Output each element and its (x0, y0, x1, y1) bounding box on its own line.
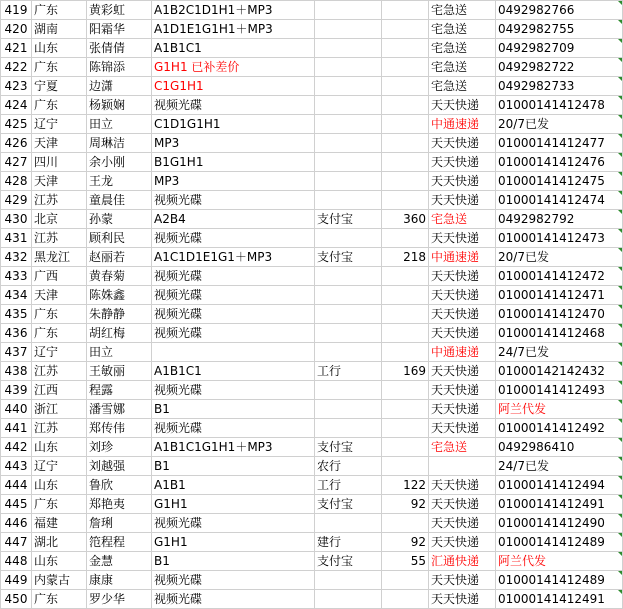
cell-shipping-carrier[interactable] (429, 457, 496, 476)
cell-shipping-carrier[interactable]: 宅急送 (429, 20, 496, 39)
cell-name[interactable]: 潘雪娜 (87, 400, 152, 419)
cell-amount[interactable] (382, 229, 429, 248)
cell-amount[interactable] (382, 419, 429, 438)
cell-name[interactable]: 边潇 (87, 77, 152, 96)
cell-shipping-carrier[interactable]: 天天快递 (429, 229, 496, 248)
cell-amount[interactable] (382, 96, 429, 115)
cell-amount[interactable] (382, 457, 429, 476)
cell-tracking-note[interactable]: 24/7已发 (496, 343, 623, 362)
cell-name[interactable]: 周琳洁 (87, 134, 152, 153)
cell-tracking-note[interactable]: 0492982766 (496, 1, 623, 20)
cell-name[interactable]: 王龙 (87, 172, 152, 191)
cell-payment-method[interactable] (315, 172, 382, 191)
cell-name[interactable]: 罗少华 (87, 590, 152, 609)
cell-name[interactable]: 陈姝鑫 (87, 286, 152, 305)
row-header-cell[interactable]: 449 (1, 571, 32, 590)
row-header-cell[interactable]: 427 (1, 153, 32, 172)
cell-tracking-note[interactable]: 01000141412478 (496, 96, 623, 115)
cell-name[interactable]: 赵丽若 (87, 248, 152, 267)
cell-tracking-note[interactable]: 24/7已发 (496, 457, 623, 476)
cell-shipping-carrier[interactable]: 天天快递 (429, 172, 496, 191)
cell-province[interactable]: 江苏 (32, 362, 87, 381)
table-row[interactable] (1, 533, 623, 552)
cell-payment-method[interactable]: 工行 (315, 362, 382, 381)
row-header-cell[interactable]: 435 (1, 305, 32, 324)
cell-shipping-carrier[interactable]: 天天快递 (429, 153, 496, 172)
cell-order-code[interactable]: A2B4 (152, 210, 315, 229)
cell-name[interactable]: 田立 (87, 115, 152, 134)
cell-tracking-note[interactable]: 01000141412473 (496, 229, 623, 248)
row-header-cell[interactable]: 432 (1, 248, 32, 267)
cell-order-code[interactable]: 视频光碟 (152, 571, 315, 590)
cell-province[interactable]: 江苏 (32, 191, 87, 210)
row-header-cell[interactable]: 431 (1, 229, 32, 248)
table-row[interactable] (1, 571, 623, 590)
cell-province[interactable]: 内蒙古 (32, 571, 87, 590)
cell-shipping-carrier[interactable]: 宅急送 (429, 438, 496, 457)
cell-name[interactable]: 孙蒙 (87, 210, 152, 229)
cell-order-code[interactable]: 视频光碟 (152, 191, 315, 210)
cell-tracking-note[interactable]: 0492982709 (496, 39, 623, 58)
cell-order-code[interactable]: B1 (152, 457, 315, 476)
cell-amount[interactable] (382, 590, 429, 609)
cell-shipping-carrier[interactable]: 天天快递 (429, 476, 496, 495)
cell-name[interactable]: 余小刚 (87, 153, 152, 172)
cell-name[interactable]: 田立 (87, 343, 152, 362)
row-header-cell[interactable]: 445 (1, 495, 32, 514)
cell-province[interactable]: 天津 (32, 286, 87, 305)
cell-payment-method[interactable] (315, 267, 382, 286)
table-row[interactable] (1, 96, 623, 115)
cell-shipping-carrier[interactable]: 天天快递 (429, 533, 496, 552)
cell-province[interactable]: 山东 (32, 39, 87, 58)
cell-province[interactable]: 湖南 (32, 20, 87, 39)
cell-tracking-note[interactable]: 01000141412470 (496, 305, 623, 324)
row-header-cell[interactable]: 438 (1, 362, 32, 381)
cell-amount[interactable] (382, 153, 429, 172)
cell-tracking-note[interactable]: 01000141412474 (496, 191, 623, 210)
cell-tracking-note[interactable]: 01000141412472 (496, 267, 623, 286)
row-header-cell[interactable]: 430 (1, 210, 32, 229)
cell-shipping-carrier[interactable]: 宅急送 (429, 1, 496, 20)
cell-name[interactable]: 郑艳夷 (87, 495, 152, 514)
row-header-cell[interactable]: 437 (1, 343, 32, 362)
cell-shipping-carrier[interactable]: 天天快递 (429, 495, 496, 514)
cell-payment-method[interactable] (315, 571, 382, 590)
cell-order-code[interactable]: 视频光碟 (152, 419, 315, 438)
cell-order-code[interactable]: MP3 (152, 134, 315, 153)
cell-amount[interactable] (382, 58, 429, 77)
cell-shipping-carrier[interactable]: 天天快递 (429, 286, 496, 305)
cell-shipping-carrier[interactable]: 天天快递 (429, 514, 496, 533)
cell-name[interactable]: 鲁欣 (87, 476, 152, 495)
row-header-cell[interactable]: 423 (1, 77, 32, 96)
cell-payment-method[interactable] (315, 134, 382, 153)
table-row[interactable] (1, 590, 623, 609)
table-row[interactable] (1, 172, 623, 191)
cell-province[interactable]: 山东 (32, 552, 87, 571)
cell-tracking-note[interactable]: 0492986410 (496, 438, 623, 457)
cell-payment-method[interactable] (315, 58, 382, 77)
cell-amount[interactable] (382, 324, 429, 343)
cell-payment-method[interactable] (315, 77, 382, 96)
cell-amount[interactable] (382, 571, 429, 590)
table-row[interactable] (1, 153, 623, 172)
cell-amount[interactable] (382, 400, 429, 419)
cell-province[interactable]: 广东 (32, 590, 87, 609)
cell-province[interactable]: 广东 (32, 495, 87, 514)
cell-province[interactable]: 广东 (32, 1, 87, 20)
cell-payment-method[interactable] (315, 229, 382, 248)
cell-name[interactable]: 阳霜华 (87, 20, 152, 39)
cell-payment-method[interactable]: 建行 (315, 533, 382, 552)
cell-order-code[interactable]: 视频光碟 (152, 324, 315, 343)
cell-tracking-note[interactable]: 20/7已发 (496, 115, 623, 134)
row-header-cell[interactable]: 444 (1, 476, 32, 495)
cell-shipping-carrier[interactable]: 宅急送 (429, 58, 496, 77)
table-row[interactable] (1, 362, 623, 381)
row-header-cell[interactable]: 436 (1, 324, 32, 343)
cell-amount[interactable] (382, 39, 429, 58)
row-header-cell[interactable]: 419 (1, 1, 32, 20)
cell-tracking-note[interactable]: 0492982792 (496, 210, 623, 229)
row-header-cell[interactable]: 448 (1, 552, 32, 571)
row-header-cell[interactable]: 420 (1, 20, 32, 39)
row-header-cell[interactable]: 425 (1, 115, 32, 134)
cell-province[interactable]: 黑龙江 (32, 248, 87, 267)
cell-amount[interactable]: 360 (382, 210, 429, 229)
cell-tracking-note[interactable]: 01000141412494 (496, 476, 623, 495)
cell-order-code[interactable]: B1 (152, 400, 315, 419)
cell-order-code[interactable]: C1G1H1 (152, 77, 315, 96)
cell-province[interactable]: 广西 (32, 267, 87, 286)
cell-payment-method[interactable]: 支付宝 (315, 210, 382, 229)
cell-shipping-carrier[interactable]: 天天快递 (429, 267, 496, 286)
cell-province[interactable]: 广东 (32, 324, 87, 343)
cell-amount[interactable] (382, 381, 429, 400)
table-row[interactable] (1, 191, 623, 210)
cell-name[interactable]: 刘越强 (87, 457, 152, 476)
cell-payment-method[interactable] (315, 419, 382, 438)
cell-order-code[interactable]: A1B1 (152, 476, 315, 495)
row-header-cell[interactable]: 429 (1, 191, 32, 210)
cell-province[interactable]: 山东 (32, 438, 87, 457)
row-header-cell[interactable]: 441 (1, 419, 32, 438)
cell-shipping-carrier[interactable]: 中通速递 (429, 248, 496, 267)
cell-amount[interactable] (382, 115, 429, 134)
cell-name[interactable]: 童晨佳 (87, 191, 152, 210)
table-body (1, 1, 623, 609)
table-row[interactable] (1, 248, 623, 267)
cell-name[interactable]: 王敏丽 (87, 362, 152, 381)
cell-province[interactable]: 宁夏 (32, 77, 87, 96)
cell-order-code[interactable]: 视频光碟 (152, 286, 315, 305)
cell-amount[interactable] (382, 77, 429, 96)
table-row[interactable] (1, 39, 623, 58)
table-row[interactable] (1, 552, 623, 571)
cell-payment-method[interactable] (315, 286, 382, 305)
cell-amount[interactable]: 92 (382, 495, 429, 514)
table-row[interactable] (1, 267, 623, 286)
cell-province[interactable]: 北京 (32, 210, 87, 229)
cell-amount[interactable]: 169 (382, 362, 429, 381)
cell-tracking-note[interactable]: 01000141412490 (496, 514, 623, 533)
cell-payment-method[interactable] (315, 343, 382, 362)
table-row[interactable] (1, 229, 623, 248)
cell-tracking-note[interactable]: 0492982722 (496, 58, 623, 77)
cell-shipping-carrier[interactable]: 中通速递 (429, 343, 496, 362)
cell-name[interactable]: 金慧 (87, 552, 152, 571)
cell-payment-method[interactable]: 支付宝 (315, 438, 382, 457)
cell-order-code[interactable]: B1 (152, 552, 315, 571)
cell-payment-method[interactable] (315, 20, 382, 39)
cell-order-code[interactable]: B1G1H1 (152, 153, 315, 172)
cell-payment-method[interactable] (315, 153, 382, 172)
cell-shipping-carrier[interactable]: 天天快递 (429, 191, 496, 210)
cell-payment-method[interactable] (315, 115, 382, 134)
table-row[interactable] (1, 286, 623, 305)
cell-province[interactable]: 浙江 (32, 400, 87, 419)
table-row[interactable] (1, 343, 623, 362)
cell-tracking-note[interactable]: 01000141412475 (496, 172, 623, 191)
cell-order-code[interactable]: 视频光碟 (152, 381, 315, 400)
table-row[interactable] (1, 210, 623, 229)
cell-shipping-carrier[interactable]: 天天快递 (429, 571, 496, 590)
cell-name[interactable]: 詹琍 (87, 514, 152, 533)
cell-amount[interactable] (382, 172, 429, 191)
cell-name[interactable]: 康康 (87, 571, 152, 590)
cell-payment-method[interactable] (315, 514, 382, 533)
cell-tracking-note[interactable]: 01000141412477 (496, 134, 623, 153)
cell-order-code[interactable]: 视频光碟 (152, 514, 315, 533)
cell-shipping-carrier[interactable]: 汇通快递 (429, 552, 496, 571)
cell-province[interactable]: 辽宁 (32, 343, 87, 362)
table-row[interactable] (1, 134, 623, 153)
cell-payment-method[interactable] (315, 400, 382, 419)
cell-payment-method[interactable] (315, 39, 382, 58)
row-header-cell[interactable]: 439 (1, 381, 32, 400)
cell-amount[interactable] (382, 191, 429, 210)
cell-order-code[interactable]: 视频光碟 (152, 96, 315, 115)
cell-order-code[interactable]: A1D1E1G1H1＋MP3 (152, 20, 315, 39)
row-header-cell[interactable]: 434 (1, 286, 32, 305)
cell-amount[interactable] (382, 134, 429, 153)
cell-province[interactable]: 江苏 (32, 229, 87, 248)
cell-tracking-note[interactable]: 01000141412493 (496, 381, 623, 400)
cell-shipping-carrier[interactable]: 天天快递 (429, 381, 496, 400)
cell-amount[interactable] (382, 1, 429, 20)
cell-order-code[interactable]: A1C1D1E1G1＋MP3 (152, 248, 315, 267)
table-row[interactable] (1, 514, 623, 533)
cell-payment-method[interactable] (315, 381, 382, 400)
table-row[interactable] (1, 419, 623, 438)
cell-payment-method[interactable] (315, 191, 382, 210)
row-header-cell[interactable]: 446 (1, 514, 32, 533)
row-header-cell[interactable]: 426 (1, 134, 32, 153)
cell-name[interactable]: 刘珍 (87, 438, 152, 457)
table-row[interactable] (1, 20, 623, 39)
cell-order-code[interactable]: G1H1 已补差价 (152, 58, 315, 77)
cell-tracking-note[interactable]: 01000141412489 (496, 571, 623, 590)
cell-shipping-carrier[interactable]: 天天快递 (429, 324, 496, 343)
cell-province[interactable]: 广东 (32, 58, 87, 77)
cell-amount[interactable]: 218 (382, 248, 429, 267)
cell-payment-method[interactable]: 支付宝 (315, 495, 382, 514)
cell-tracking-note[interactable]: 0492982733 (496, 77, 623, 96)
cell-tracking-note[interactable]: 01000141412489 (496, 533, 623, 552)
cell-amount[interactable] (382, 343, 429, 362)
cell-payment-method[interactable] (315, 590, 382, 609)
cell-order-code[interactable]: 视频光碟 (152, 305, 315, 324)
table-row[interactable] (1, 58, 623, 77)
row-header-cell[interactable]: 450 (1, 590, 32, 609)
cell-shipping-carrier[interactable]: 天天快递 (429, 400, 496, 419)
row-header-cell[interactable]: 442 (1, 438, 32, 457)
cell-province[interactable]: 湖北 (32, 533, 87, 552)
cell-order-code[interactable]: A1B2C1D1H1＋MP3 (152, 1, 315, 20)
cell-name[interactable]: 笵程程 (87, 533, 152, 552)
row-header-cell[interactable]: 433 (1, 267, 32, 286)
cell-amount[interactable]: 122 (382, 476, 429, 495)
row-header-cell[interactable]: 428 (1, 172, 32, 191)
cell-name[interactable]: 郑传伟 (87, 419, 152, 438)
table-row[interactable] (1, 438, 623, 457)
cell-amount[interactable]: 92 (382, 533, 429, 552)
cell-province[interactable]: 天津 (32, 134, 87, 153)
cell-shipping-carrier[interactable]: 天天快递 (429, 590, 496, 609)
cell-amount[interactable] (382, 305, 429, 324)
table-row[interactable] (1, 400, 623, 419)
cell-tracking-note[interactable]: 阿兰代发 (496, 400, 623, 419)
cell-province[interactable]: 辽宁 (32, 115, 87, 134)
cell-name[interactable]: 胡红梅 (87, 324, 152, 343)
cell-order-code[interactable]: A1B1C1 (152, 39, 315, 58)
row-header-cell[interactable]: 443 (1, 457, 32, 476)
cell-order-code[interactable]: G1H1 (152, 533, 315, 552)
cell-tracking-note[interactable]: 01000141412471 (496, 286, 623, 305)
table-row[interactable] (1, 476, 623, 495)
cell-payment-method[interactable]: 支付宝 (315, 552, 382, 571)
cell-name[interactable]: 朱静静 (87, 305, 152, 324)
cell-province[interactable]: 江西 (32, 381, 87, 400)
cell-tracking-note[interactable]: 01000141412468 (496, 324, 623, 343)
cell-amount[interactable] (382, 20, 429, 39)
cell-province[interactable]: 辽宁 (32, 457, 87, 476)
cell-shipping-carrier[interactable]: 天天快递 (429, 362, 496, 381)
cell-tracking-note[interactable]: 01000141412491 (496, 590, 623, 609)
cell-name[interactable]: 程露 (87, 381, 152, 400)
table-row[interactable] (1, 457, 623, 476)
cell-province[interactable]: 四川 (32, 153, 87, 172)
cell-province[interactable]: 福建 (32, 514, 87, 533)
cell-shipping-carrier[interactable]: 宅急送 (429, 39, 496, 58)
cell-name[interactable]: 黄彩虹 (87, 1, 152, 20)
cell-order-code[interactable]: MP3 (152, 172, 315, 191)
cell-amount[interactable]: 55 (382, 552, 429, 571)
cell-shipping-carrier[interactable]: 宅急送 (429, 210, 496, 229)
cell-tracking-note[interactable]: 01000141412476 (496, 153, 623, 172)
cell-order-code[interactable]: 视频光碟 (152, 590, 315, 609)
row-header-cell[interactable]: 422 (1, 58, 32, 77)
table-row[interactable] (1, 324, 623, 343)
cell-name[interactable]: 黄春菊 (87, 267, 152, 286)
row-header-cell[interactable]: 440 (1, 400, 32, 419)
cell-shipping-carrier[interactable]: 宅急送 (429, 77, 496, 96)
cell-payment-method[interactable]: 支付宝 (315, 248, 382, 267)
cell-payment-method[interactable] (315, 324, 382, 343)
cell-tracking-note[interactable]: 阿兰代发 (496, 552, 623, 571)
cell-name[interactable]: 陈锦添 (87, 58, 152, 77)
cell-order-code[interactable]: C1D1G1H1 (152, 115, 315, 134)
cell-province[interactable]: 广东 (32, 305, 87, 324)
cell-province[interactable]: 江苏 (32, 419, 87, 438)
table-row[interactable] (1, 305, 623, 324)
cell-amount[interactable] (382, 267, 429, 286)
cell-payment-method[interactable] (315, 1, 382, 20)
cell-order-code[interactable] (152, 343, 315, 362)
cell-province[interactable]: 广东 (32, 96, 87, 115)
table-row[interactable] (1, 77, 623, 96)
cell-shipping-carrier[interactable]: 天天快递 (429, 134, 496, 153)
cell-tracking-note[interactable]: 01000141412492 (496, 419, 623, 438)
cell-payment-method[interactable] (315, 96, 382, 115)
cell-amount[interactable] (382, 438, 429, 457)
cell-name[interactable]: 张倩倩 (87, 39, 152, 58)
cell-tracking-note[interactable]: 20/7已发 (496, 248, 623, 267)
cell-shipping-carrier[interactable]: 天天快递 (429, 96, 496, 115)
cell-order-code[interactable]: 视频光碟 (152, 229, 315, 248)
cell-province[interactable]: 山东 (32, 476, 87, 495)
cell-tracking-note[interactable]: 01000141412491 (496, 495, 623, 514)
table-row[interactable] (1, 1, 623, 20)
cell-order-code[interactable]: G1H1 (152, 495, 315, 514)
row-header-cell[interactable]: 447 (1, 533, 32, 552)
cell-payment-method[interactable]: 农行 (315, 457, 382, 476)
cell-tracking-note[interactable]: 0492982755 (496, 20, 623, 39)
cell-order-code[interactable]: A1B1C1 (152, 362, 315, 381)
cell-order-code[interactable]: 视频光碟 (152, 267, 315, 286)
cell-name[interactable]: 顾利民 (87, 229, 152, 248)
row-header-cell[interactable]: 424 (1, 96, 32, 115)
cell-shipping-carrier[interactable]: 天天快递 (429, 305, 496, 324)
cell-payment-method[interactable]: 工行 (315, 476, 382, 495)
cell-tracking-note[interactable]: 01000142142432 (496, 362, 623, 381)
table-row[interactable] (1, 115, 623, 134)
cell-order-code[interactable]: A1B1C1G1H1＋MP3 (152, 438, 315, 457)
table-row[interactable] (1, 495, 623, 514)
cell-shipping-carrier[interactable]: 天天快递 (429, 419, 496, 438)
cell-payment-method[interactable] (315, 305, 382, 324)
cell-shipping-carrier[interactable]: 中通速递 (429, 115, 496, 134)
cell-amount[interactable] (382, 514, 429, 533)
row-header-cell[interactable]: 421 (1, 39, 32, 58)
table-row[interactable] (1, 381, 623, 400)
cell-name[interactable]: 杨颖娴 (87, 96, 152, 115)
cell-amount[interactable] (382, 286, 429, 305)
cell-province[interactable]: 天津 (32, 172, 87, 191)
